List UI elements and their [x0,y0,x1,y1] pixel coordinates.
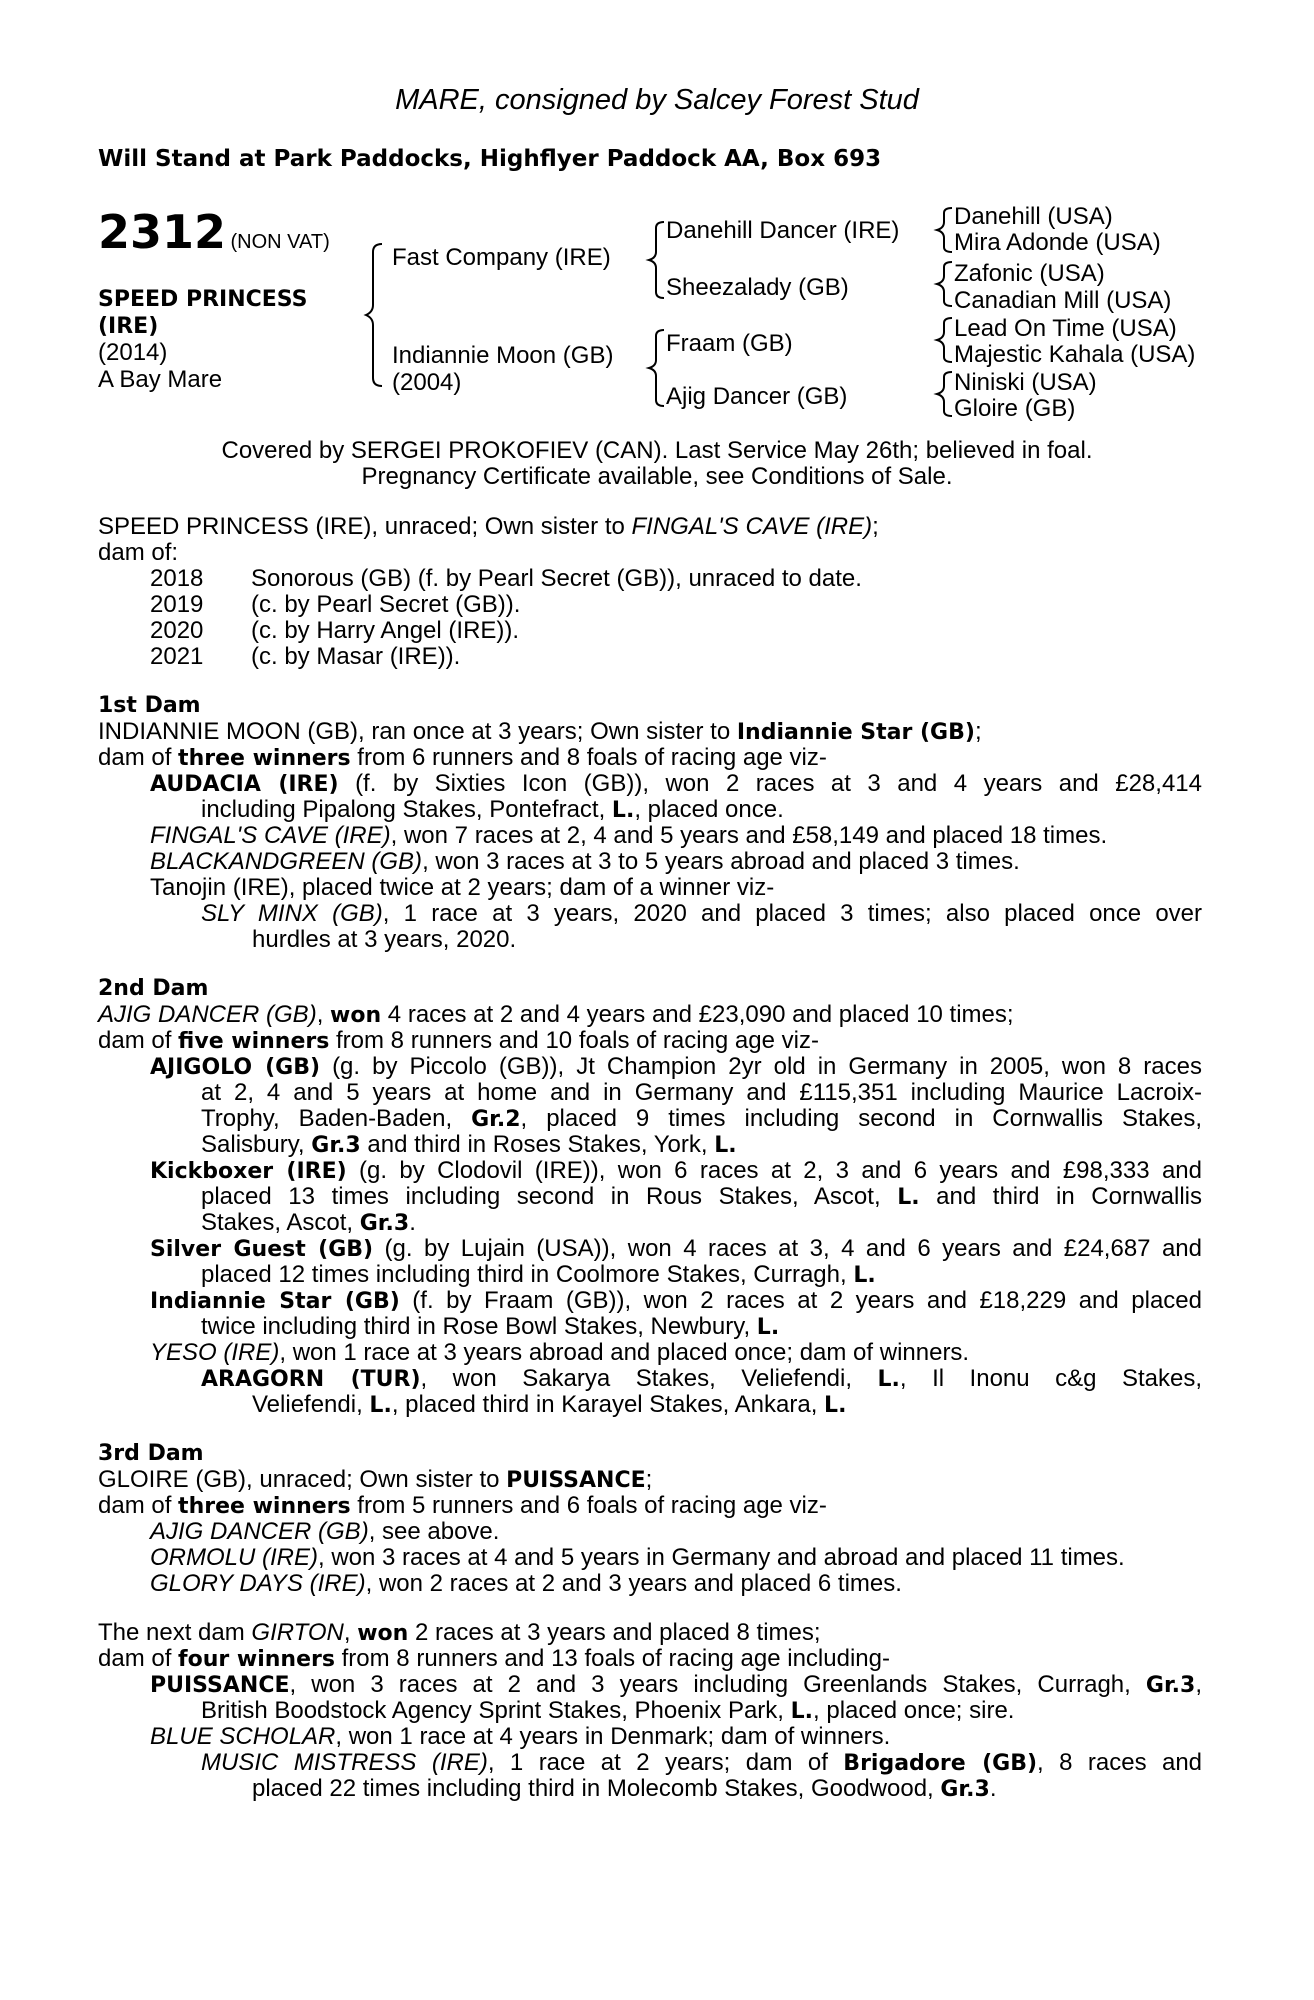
ajigolo-text: Trophy, Baden-Baden, [201,1105,472,1132]
pedigree-dss: Lead On Time (USA) [954,315,1177,342]
second-dam-text: from 8 runners and 10 foals of racing age viz- [329,1027,819,1054]
aragorn-listed: L. [824,1393,847,1418]
audacia-line-1 [150,771,1202,798]
pedigree-dsd: Majestic Kahala (USA) [954,341,1196,368]
third-dam-line-1 [98,1467,652,1494]
ormolu-name: ORMOLU (IRE) [150,1544,318,1571]
next-dam-line-2 [98,1646,890,1673]
indiannie-star-line-1 [150,1288,1202,1315]
audacia-name: AUDACIA (IRE) [150,772,339,797]
blackandgreen-text: , won 3 races at 3 to 5 years abroad and placed 3 times. [422,848,1020,875]
puissance-text: , placed once; sire. [813,1697,1015,1724]
kickboxer-text: (g. by Clodovil (IRE)), won 6 races at 2, 3 and 6 years and £98,333 and [346,1157,1202,1184]
yeso-name: YESO (IRE) [150,1339,280,1366]
kickboxer-punct: . [409,1209,416,1236]
produce-year-2021: 2021 [150,643,204,670]
tanojin-entry: Tanojin (IRE), placed twice at 2 years; dam of a winner viz- [150,874,775,901]
music-mistress-text: , 8 races and [1037,1749,1203,1776]
next-dam-line-1 [98,1620,821,1647]
horse-country: (IRE) [98,314,159,339]
intro-text-c: ; [872,513,879,540]
ajigolo-name: AJIGOLO (GB) [150,1055,321,1080]
glory-days-name: GLORY DAYS (IRE) [150,1570,366,1597]
pedigree-dam-sire: Fraam (GB) [666,330,793,357]
third-dam-heading: 3rd Dam [98,1441,204,1466]
music-mistress-text: , 1 race at 2 years; dam of [487,1749,844,1776]
kickboxer-listed: L. [897,1185,920,1210]
sly-minx-name: SLY MINX (GB) [201,900,383,927]
second-dam-line-1 [98,1002,1014,1029]
aragorn-listed: L. [877,1367,900,1392]
puissance-listed: L. [790,1699,814,1724]
puissance-text: , won 3 races at 2 and 3 years including Greenlands Stakes, Curragh, [289,1671,1146,1698]
ajigolo-line-4 [201,1132,737,1159]
first-dam-line-2 [98,745,827,772]
sly-minx-text: , 1 race at 3 years, 2020 and placed 3 times; also placed once over [382,900,1202,927]
aragorn-text: , placed third in Karayel Stakes, Ankara, [391,1391,825,1418]
third-dam-text: dam of [98,1492,179,1519]
brigadore-grade: Gr.3 [940,1777,990,1802]
pedigree-sdd: Canadian Mill (USA) [954,287,1172,314]
second-dam-text: dam of [98,1027,179,1054]
blue-scholar-text: , won 1 race at 4 years in Denmark; dam of winners. [335,1723,891,1750]
third-dam-sister: PUISSANCE [506,1468,646,1493]
produce-year-2018: 2018 [150,565,204,592]
pedigree-dds: Niniski (USA) [954,369,1097,396]
kickboxer-line-1 [150,1158,1202,1185]
third-dam-punct: ; [645,1466,653,1493]
next-dam-text: from 8 runners and 13 foals of racing age including- [334,1645,890,1672]
pedigree-sire-sire: Danehill Dancer (IRE) [666,217,900,244]
ajigolo-grade: Gr.2 [471,1107,521,1132]
yeso-text: , won 1 race at 3 years abroad and placed once; dam of winners. [279,1339,970,1366]
indiannie-star-text: twice including third in Rose Bowl Stakes, Newbury, [201,1313,757,1340]
kickboxer-name: Kickboxer (IRE) [150,1159,347,1184]
horse-year: (2014) [98,339,168,366]
music-mistress-name: MUSIC MISTRESS (IRE) [201,1749,488,1776]
ajigolo-text: and third in Roses Stakes, York, [360,1131,715,1158]
second-dam-winners: five winners [178,1029,330,1054]
puissance-name: PUISSANCE [150,1673,290,1698]
blue-scholar-entry [150,1724,890,1750]
fingals-cave-name: FINGAL'S CAVE (IRE) [150,822,391,849]
first-dam-heading: 1st Dam [98,693,201,718]
ajigolo-grade: Gr.3 [311,1133,361,1158]
second-dam-text: 4 races at 2 and 4 years and £23,090 and placed 10 times; [381,1001,1014,1028]
vat-status: (NON VAT) [230,231,330,253]
page-title: MARE, consigned by Salcey Forest Stud [395,84,919,116]
intro-line-1 [98,514,879,540]
ajig-dancer-entry [150,1519,499,1545]
ormolu-text: , won 3 races at 4 and 5 years in Germany and abroad and placed 11 times. [318,1544,1125,1571]
second-dam-heading: 2nd Dam [98,976,209,1001]
aragorn-text: Veliefendi, [252,1391,370,1418]
silver-guest-text: placed 12 times including third in Coolmore Stakes, Curragh, [201,1261,854,1288]
second-dam-line-2 [98,1028,819,1055]
music-mistress-line-2 [252,1776,996,1803]
ajig-dancer-name: AJIG DANCER (GB) [150,1518,369,1545]
brigadore-name: Brigadore (GB) [843,1751,1038,1776]
indiannie-star-text: (f. by Fraam (GB)), won 2 races at 2 years and £18,229 and placed [399,1287,1202,1314]
first-dam-line-1 [98,719,982,746]
second-dam-won: won [330,1003,382,1028]
aragorn-name: ARAGORN (TUR) [201,1367,421,1392]
pedigree-dam-dam: Ajig Dancer (GB) [666,383,848,410]
first-dam-sister: Indiannie Star (GB) [736,720,975,745]
silver-guest-name: Silver Guest (GB) [150,1237,374,1262]
next-dam-winners: four winners [178,1647,335,1672]
pedigree-dam: Indiannie Moon (GB) [392,342,614,369]
third-dam-winners: three winners [178,1494,351,1519]
horse-name: SPEED PRINCESS [98,287,308,312]
intro-line-2: dam of: [98,539,179,566]
aragorn-text: , Il Inonu c&g Stakes, [899,1365,1202,1392]
puissance-line-1 [150,1672,1202,1699]
ormolu-entry [150,1545,1125,1571]
covered-line-1: Covered by SERGEI PROKOFIEV (CAN). Last Service May 26th; believed in foal. [221,437,1093,464]
next-dam-name: GIRTON [251,1619,344,1646]
pedigree-sire: Fast Company (IRE) [392,244,611,271]
pedigree-sire-dam: Sheezalady (GB) [666,274,849,301]
silver-guest-text: (g. by Lujain (USA)), won 4 races at 3, 4 and 6 years and £24,687 and [373,1235,1203,1262]
produce-entry-2021: (c. by Masar (IRE)). [251,643,461,670]
produce-entry-2019: (c. by Pearl Secret (GB)). [251,591,521,618]
next-dam-won: won [357,1621,409,1646]
lot-number-value: 2312 [98,205,227,259]
ajig-dancer-text: , see above. [368,1518,500,1545]
puissance-line-2 [201,1698,1014,1725]
music-mistress-punct: . [989,1775,997,1802]
aragorn-line-1 [201,1366,1202,1393]
next-dam-punct: , [343,1619,358,1646]
music-mistress-line-1 [201,1750,1202,1777]
glory-days-text: , won 2 races at 2 and 3 years and placed 6 times. [365,1570,902,1597]
aragorn-text: , won Sakarya Stakes, Veliefendi, [420,1365,878,1392]
puissance-grade: Gr.3 [1145,1673,1196,1698]
puissance-punct: , [1195,1671,1202,1698]
produce-year-2019: 2019 [150,591,204,618]
third-dam-text: GLOIRE (GB), unraced; Own sister to [98,1466,507,1493]
yeso-entry [150,1340,969,1366]
produce-entry-2018: Sonorous (GB) (f. by Pearl Secret (GB)), unraced to date. [251,565,862,592]
produce-entry-2020: (c. by Harry Angel (IRE)). [251,617,520,644]
pedigree-dam-year: (2004) [392,369,462,396]
third-dam-line-2 [98,1493,827,1520]
pedigree-ddd: Gloire (GB) [954,395,1076,422]
audacia-text: , placed once. [634,796,784,823]
puissance-text: British Boodstock Agency Sprint Stakes, Phoenix Park, [201,1697,791,1724]
produce-year-2020: 2020 [150,617,204,644]
kickboxer-text: placed 13 times including second in Rous Stakes, Ascot, [201,1183,898,1210]
aragorn-listed: L. [369,1393,392,1418]
ajigolo-listed: L. [714,1133,737,1158]
second-dam-name: AJIG DANCER (GB) [98,1001,317,1028]
blackandgreen-entry [150,849,1020,875]
blue-scholar-name: BLUE SCHOLAR [150,1723,336,1750]
second-dam-punct: , [316,1001,331,1028]
covered-line-2: Pregnancy Certificate available, see Conditions of Sale. [361,463,953,490]
audacia-text: (f. by Sixties Icon (GB)), won 2 races at 3 and 4 years and £28,414 [338,770,1202,797]
pedigree-ssd: Mira Adonde (USA) [954,229,1161,256]
kickboxer-grade: Gr.3 [359,1211,410,1236]
ajigolo-line-1 [150,1054,1202,1081]
aragorn-line-2 [252,1392,846,1419]
blackandgreen-name: BLACKANDGREEN (GB) [150,848,423,875]
ajigolo-text: (g. by Piccolo (GB)), Jt Champion 2yr old in Germany in 2005, won 8 races [320,1053,1202,1080]
next-dam-text: The next dam [98,1619,252,1646]
horse-description: A Bay Mare [98,366,223,393]
pedigree-sss: Danehill (USA) [954,203,1113,230]
kickboxer-text: and third in Cornwallis [919,1183,1202,1210]
fingals-cave-entry [150,823,1107,849]
intro-sister-name: FINGAL'S CAVE (IRE) [631,513,873,540]
audacia-line-2 [201,797,784,824]
ajigolo-text: , placed 9 times including second in Cornwallis Stakes, [520,1105,1202,1132]
third-dam-text: from 5 runners and 6 foals of racing age viz- [350,1492,827,1519]
intro-text-a: SPEED PRINCESS (IRE), unraced; Own sister to [98,513,632,540]
first-dam-winners: three winners [178,746,351,771]
ajigolo-line-3 [201,1106,1202,1133]
sly-minx-line-1 [201,901,1202,927]
indiannie-star-name: Indiannie Star (GB) [150,1289,400,1314]
fingals-cave-text: , won 7 races at 2, 4 and 5 years and £58,149 and placed 18 times. [390,822,1108,849]
first-dam-text: from 6 runners and 8 foals of racing age viz- [350,744,827,771]
silver-guest-line-1 [150,1236,1202,1263]
next-dam-text: 2 races at 3 years and placed 8 times; [408,1619,821,1646]
kickboxer-line-2 [201,1184,1202,1211]
music-mistress-text: placed 22 times including third in Molecomb Stakes, Goodwood, [252,1775,941,1802]
audacia-listed: L. [611,798,635,823]
first-dam-punct: ; [974,718,982,745]
kickboxer-line-3 [201,1210,416,1237]
sly-minx-line-2: hurdles at 3 years, 2020. [252,926,517,953]
indiannie-star-line-2 [201,1314,779,1341]
silver-guest-listed: L. [853,1263,876,1288]
first-dam-text: dam of [98,744,179,771]
audacia-text: including Pipalong Stakes, Pontefract, [201,796,612,823]
pedigree-sds: Zafonic (USA) [954,260,1105,287]
ajigolo-text: Salisbury, [201,1131,312,1158]
kickboxer-text: Stakes, Ascot, [201,1209,360,1236]
ajigolo-line-2: at 2, 4 and 5 years at home and in Germany and £115,351 including Maurice Lacroix- [201,1079,1202,1106]
next-dam-text: dam of [98,1645,179,1672]
first-dam-text: INDIANNIE MOON (GB), ran once at 3 years; Own sister to [98,718,737,745]
stand-location: Will Stand at Park Paddocks, Highflyer Paddock AA, Box 693 [98,146,882,172]
glory-days-entry [150,1571,902,1597]
silver-guest-line-2 [201,1262,876,1289]
indiannie-star-listed: L. [756,1315,780,1340]
